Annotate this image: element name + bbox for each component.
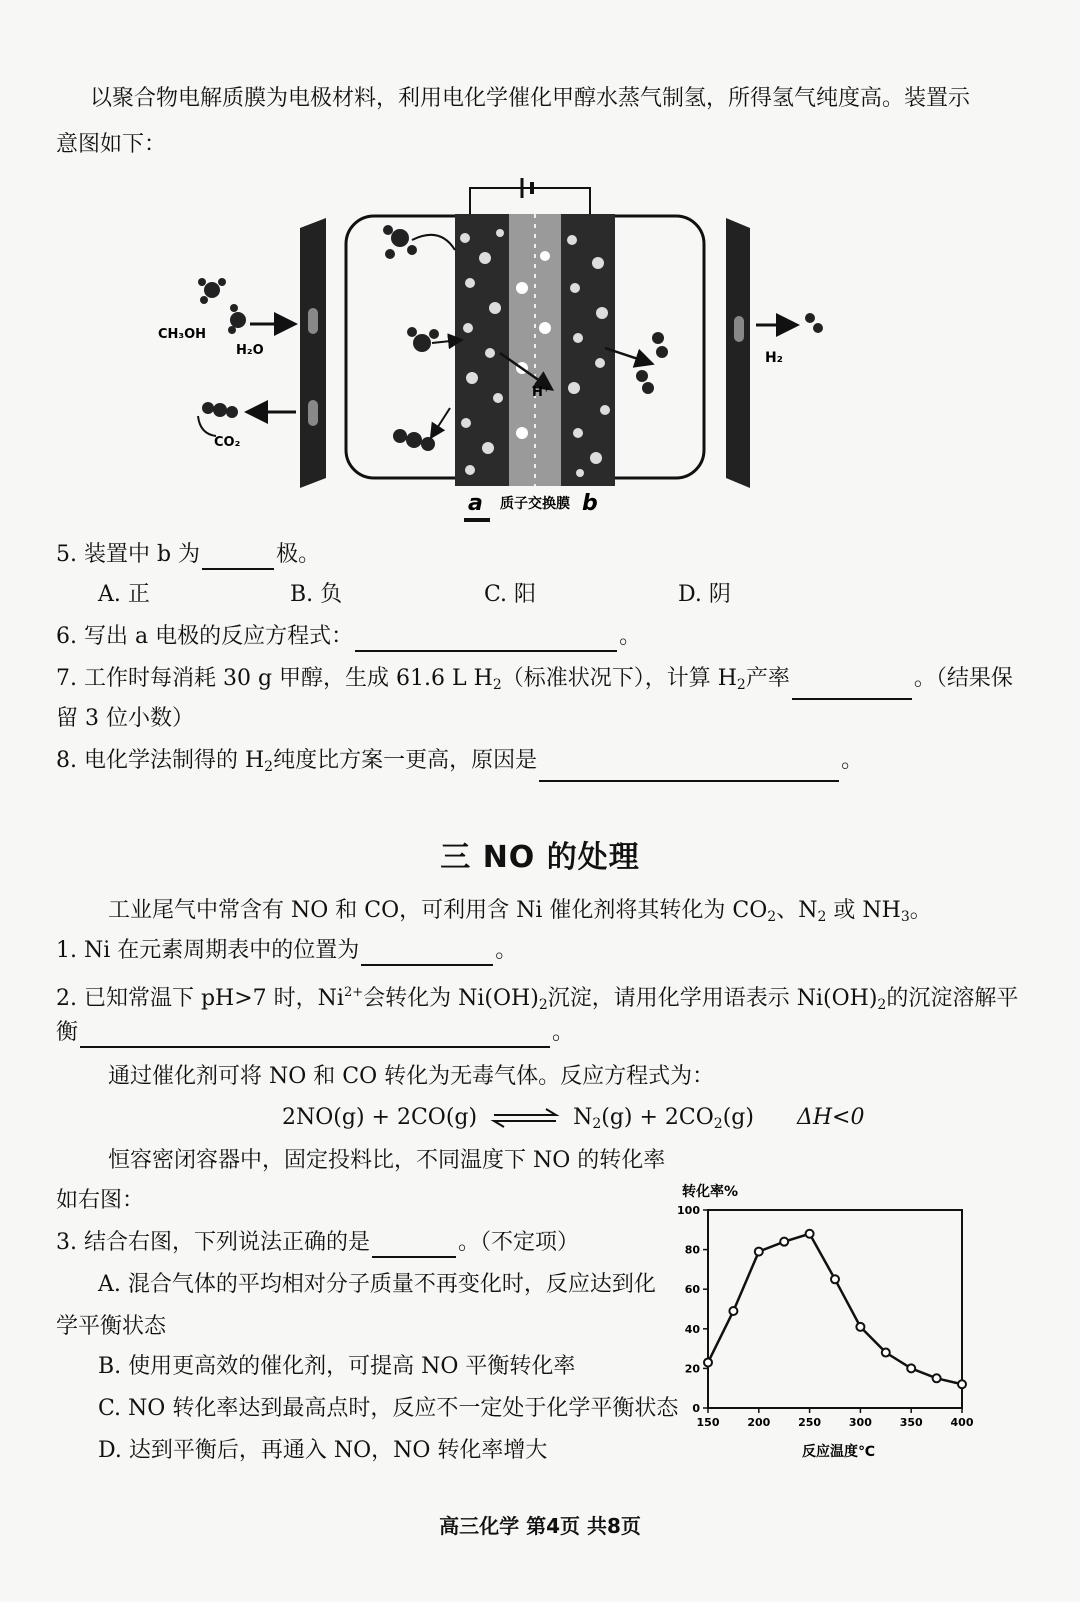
q5-option-a[interactable]: A. 正 [98,582,150,607]
conversion-rate-chart [660,1176,990,1468]
catalyst-text: 通过催化剂可将 NO 和 CO 转化为无毒气体。反应方程式为： [108,1064,715,1089]
chart-x-axis-label: 反应温度℃ [802,1444,875,1460]
chart-data-point [780,1238,788,1246]
q5-option-b[interactable]: B. 负 [290,582,343,607]
q7-answer-blank[interactable] [792,676,912,700]
section-3-title: 三 NO 的处理 [440,840,640,875]
p2-sub-2: 2 [877,997,887,1013]
label-b: b [582,491,598,516]
eq-right-c: (g) [722,1105,754,1130]
q6-text: 6. 写出 a 电极的反应方程式： [56,624,354,649]
h2o-label: H₂O [236,343,264,358]
left-port-bottom [308,400,318,426]
q5-option-d[interactable]: D. 阴 [678,582,731,607]
q5-text: 5. 装置中 b 为 [56,542,201,567]
q6-end: 。 [619,624,642,649]
right-end-plate [726,218,750,488]
methanol-molecule-outside [198,278,226,304]
eq-right-a: N [573,1105,593,1130]
h2-molecule-inside [636,332,668,394]
q8-answer-blank[interactable] [539,758,839,782]
intro-line-2: 意图如下： [56,132,167,157]
eq-left: 2NO(g) + 2CO(g) [282,1105,478,1130]
ch3oh-label: CH₃OH [158,327,207,342]
q7-text-c: 产率 [745,666,790,691]
p1-text: 1. Ni 在元素周期表中的位置为 [56,938,360,963]
chart-x-tick-label: 150 [696,1416,720,1429]
q5-option-c[interactable]: C. 阳 [484,582,537,607]
left-port-top [308,308,318,334]
q7-sub-1: 2 [492,677,502,693]
p3-end: 。（不定项） [457,1230,579,1255]
chart-y-tick-label: 80 [684,1243,700,1257]
chart-frame [708,1210,962,1408]
co2-label: CO₂ [214,435,241,450]
eq-delta-h: ΔH<0 [796,1105,865,1130]
co2-molecule-inside [393,429,435,451]
q7-text-b: （标准状况下），计算 H [501,666,737,691]
q5-text-end: 极。 [276,542,321,567]
electrolysis-diagram [150,178,783,528]
chart-data-point [958,1380,966,1388]
chart-data-point [729,1307,737,1315]
p3-option-a-line-2: 学平衡状态 [56,1314,167,1339]
chart-data-point [907,1364,915,1372]
eq-sub-n2: 2 [592,1116,602,1132]
q7-text-d: 。（结果保 [913,666,1013,691]
p1-end: 。 [495,938,518,963]
chart-x-tick-label: 250 [798,1416,822,1429]
q8-sub: 2 [264,759,274,775]
intro3-text-b: 、N [776,898,818,923]
chart-data-point [933,1374,941,1382]
p2-end: 。 [552,1020,575,1045]
p2-text-b: 会转化为 Ni(OH) [363,986,539,1011]
left-end-plate [300,218,326,488]
p3-text: 3. 结合右图，下列说法正确的是 [56,1230,370,1255]
chart-y-tick-label: 20 [684,1362,700,1376]
intro3-sub-co2: 2 [767,909,777,925]
intro-line-1: 以聚合物电解质膜为电极材料，利用电化学催化甲醇水蒸气制氢，所得氢气纯度高。装置示 [90,86,971,111]
q7-sub-2: 2 [736,677,746,693]
p2-text-d: 的沉淀溶解平 [886,986,1019,1011]
methanol-molecule-inside [383,225,417,259]
p3-option-d[interactable]: D. 达到平衡后，再通入 NO，NO 转化率增大 [98,1438,548,1463]
water-molecule-outside [228,304,246,334]
chart-y-tick-label: 100 [677,1204,700,1217]
p2-text-a: 2. 已知常温下 pH>7 时，Ni [56,986,344,1011]
constant-line-1: 恒容密闭容器中，固定投料比，不同温度下 NO 的转化率 [108,1148,666,1173]
membrane-label: 质子交换膜 [500,496,570,512]
eq-right-b: (g) + 2CO [601,1105,714,1130]
chart-data-point [704,1358,712,1366]
chart-y-tick-label: 60 [684,1283,700,1297]
chart-x-tick-label: 350 [899,1416,923,1429]
q7-stem [56,664,1013,700]
chart-y-tick-label: 40 [684,1322,700,1336]
constant-line-2: 如右图： [56,1188,145,1213]
chart-series-line [708,1234,962,1384]
q5-answer-blank[interactable] [202,546,274,570]
reaction-equation [282,1103,864,1139]
q6-answer-blank[interactable] [355,628,617,652]
intro3-sub-n2: 2 [817,909,827,925]
p1-answer-blank[interactable] [361,942,493,966]
intro3-text-d: 。 [909,898,932,923]
p2-text-c: 沉淀，请用化学用语表示 Ni(OH) [547,986,878,1011]
p3-option-c[interactable]: C. NO 转化率达到最高点时，反应不一定处于化学平衡状态 [98,1396,679,1421]
q5-stem [56,540,320,570]
chart-data-point [831,1275,839,1283]
chart-x-tick-label: 400 [950,1416,974,1429]
chart-y-axis-label: 转化率% [682,1184,739,1200]
q8-text-b: 纯度比方案一更高，原因是 [273,748,538,773]
page-footer: 高三化学 第4页 共8页 [439,1514,641,1538]
intro3-text-a: 工业尾气中常含有 NO 和 CO，可利用含 Ni 催化剂将其转化为 CO [108,898,768,923]
p3-option-b[interactable]: B. 使用更高效的催化剂，可提高 NO 平衡转化率 [98,1354,576,1379]
q7-text-a: 7. 工作时每消耗 30 g 甲醇，生成 61.6 L H [56,666,493,691]
p2-line2-start: 衡 [56,1020,79,1045]
p2-stem [56,978,1018,1020]
intro3-text-c: 或 NH [826,898,901,923]
chart-y-tick-label: 0 [692,1402,700,1415]
water-molecule-inside [407,327,439,352]
electrode-b [561,214,615,486]
h2-molecule-outside [805,313,823,333]
eq-sub-co2: 2 [713,1116,723,1132]
p2-line-2 [56,1018,574,1048]
h-plus-label: H⁺ [532,385,550,400]
q8-end: 。 [841,748,864,773]
right-port [734,316,744,342]
chart-data-point [806,1230,814,1238]
q6-stem [56,622,641,652]
equilibrium-arrows-icon [492,1108,558,1128]
p1-stem [56,936,517,966]
q8-stem [56,746,863,782]
p3-option-a-line-1[interactable]: A. 混合气体的平均相对分子质量不再变化时，反应达到化 [98,1272,656,1297]
p3-stem [56,1228,579,1258]
p2-sup: 2+ [343,985,364,1000]
section-3-intro [108,896,932,932]
p2-sub-1: 2 [538,997,548,1013]
chart-x-tick-label: 300 [848,1416,872,1429]
q7-line-2: 留 3 位小数） [56,706,194,731]
intro3-sub-nh3: 3 [900,909,910,925]
label-a: a [468,491,483,516]
chart-data-point [856,1323,864,1331]
h2-label: H₂ [765,350,783,366]
chart-data-point [755,1248,763,1256]
chart-x-tick-label: 200 [747,1416,771,1429]
q8-text-a: 8. 电化学法制得的 H [56,748,265,773]
p3-answer-blank[interactable] [372,1234,456,1258]
p2-answer-blank[interactable] [80,1024,550,1048]
co2-molecule-outside [202,402,238,418]
chart-data-point [882,1349,890,1357]
